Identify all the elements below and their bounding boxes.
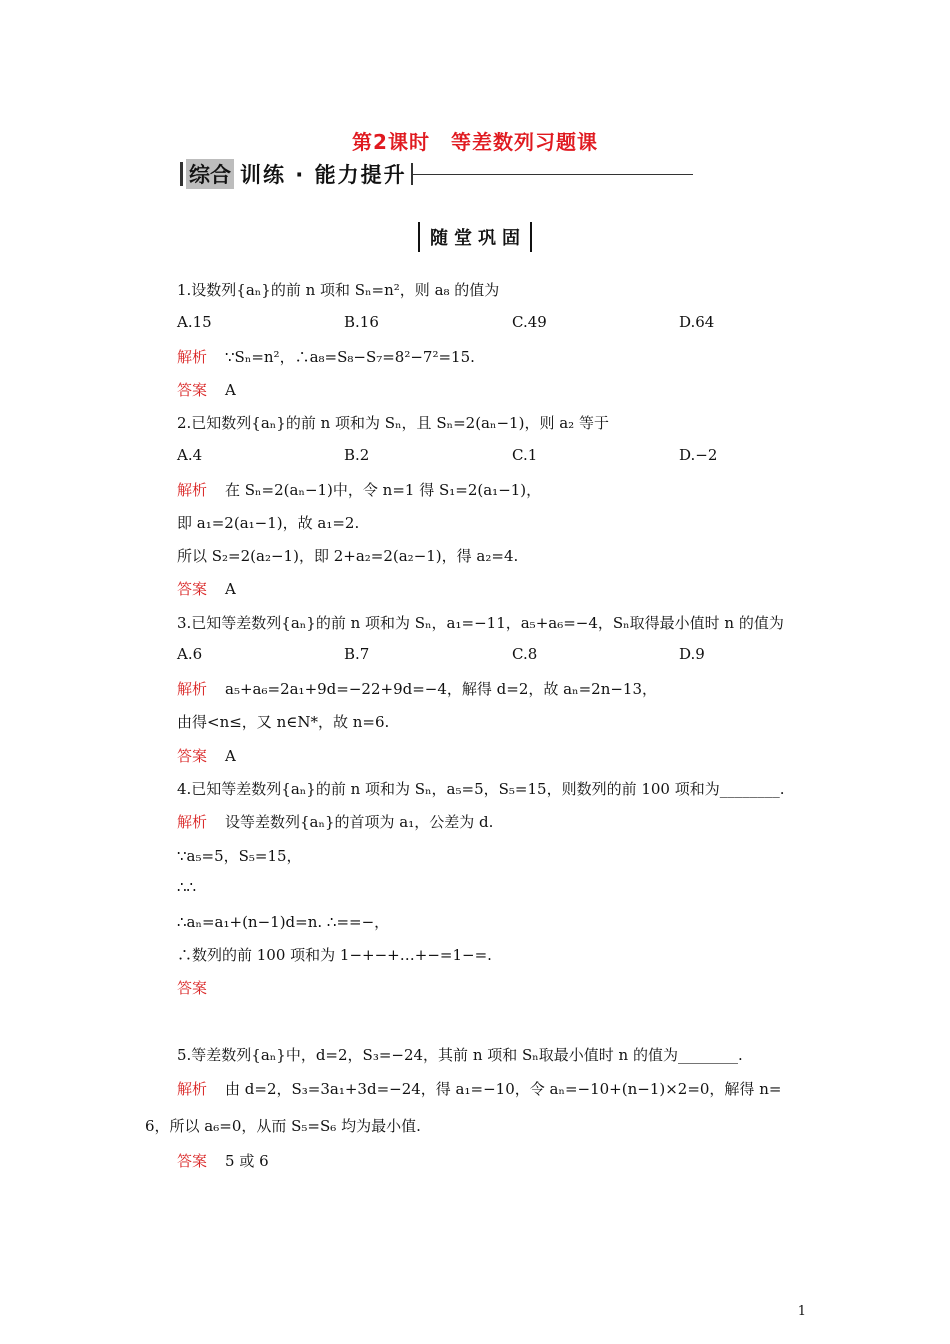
section-heading bbox=[0, 222, 950, 252]
question-2-choices bbox=[0, 446, 950, 466]
analysis-label: 解析 bbox=[177, 481, 208, 499]
question-2-stem: 2.已知数列{aₙ}的前 n 项和为 Sₙ，且 Sₙ=2(aₙ−1)，则 a₂ 等于 bbox=[177, 414, 609, 432]
choice-a: A.6 bbox=[177, 645, 203, 663]
answer-text: A bbox=[225, 381, 236, 399]
question-5-analysis bbox=[177, 1078, 781, 1099]
analysis-label: 解析 bbox=[177, 680, 208, 698]
question-3-answer bbox=[177, 745, 236, 766]
choice-c: C.49 bbox=[512, 313, 547, 331]
choice-d: D.64 bbox=[679, 313, 715, 331]
choice-c: C.8 bbox=[512, 645, 538, 663]
question-3-analysis-line-2: 由得<n≤，又 n∈N*，故 n=6. bbox=[177, 713, 390, 731]
question-2-analysis-line-3: 所以 S₂=2(a₂−1)，即 2+a₂=2(a₂−1)，得 a₂=4. bbox=[177, 547, 519, 565]
choice-d: D.−2 bbox=[679, 446, 718, 464]
choice-b: B.2 bbox=[344, 446, 370, 464]
choice-a: A.4 bbox=[177, 446, 203, 464]
page-title: 第2课时 等差数列习题课 bbox=[352, 130, 598, 154]
analysis-text: a₅+a₆=2a₁+9d=−22+9d=−4，解得 d=2，故 aₙ=2n−13， bbox=[225, 680, 658, 698]
question-5-analysis-line-2: 6，所以 a₆=0，从而 S₅=S₆ 均为最小值. bbox=[145, 1117, 421, 1135]
question-3-choices bbox=[0, 645, 950, 665]
question-4-analysis-line-4: ∴aₙ=a₁+(n−1)d=n. ∴==−， bbox=[177, 913, 390, 931]
analysis-label: 解析 bbox=[177, 1080, 208, 1098]
question-4-analysis-line-2: ∵a₅=5，S₅=15， bbox=[177, 847, 302, 865]
page-number: 1 bbox=[797, 1304, 806, 1319]
choice-d: D.9 bbox=[679, 645, 705, 663]
answer-label: 答案 bbox=[177, 979, 208, 997]
question-5-stem: 5.等差数列{aₙ}中，d=2，S₃=−24，其前 n 项和 Sₙ取最小值时 n 的值为________. bbox=[177, 1046, 743, 1064]
analysis-text: 由 d=2，S₃=3a₁+3d=−24，得 a₁=−10，令 aₙ=−10+(n−1)×2=0，解得 n= bbox=[225, 1080, 782, 1098]
question-4-answer bbox=[177, 977, 225, 998]
section-banner bbox=[180, 160, 693, 188]
question-1-stem: 1.设数列{aₙ}的前 n 项和 Sₙ=n²，则 a₈ 的值为 bbox=[177, 281, 500, 299]
analysis-label: 解析 bbox=[177, 813, 208, 831]
banner-boxed-text: 综合 bbox=[186, 159, 234, 189]
analysis-text: 设等差数列{aₙ}的首项为 a₁，公差为 d. bbox=[225, 813, 494, 831]
section-heading-text: 随堂巩固 bbox=[418, 222, 532, 252]
question-4-analysis-line-3: ∴∴ bbox=[177, 878, 197, 896]
answer-text: A bbox=[225, 580, 236, 598]
question-2-answer bbox=[177, 578, 236, 599]
choice-a: A.15 bbox=[177, 313, 212, 331]
choice-b: B.7 bbox=[344, 645, 370, 663]
question-3-stem: 3.已知等差数列{aₙ}的前 n 项和为 Sₙ，a₁=−11，a₅+a₆=−4，Sₙ取得最小值时 n 的值为 bbox=[177, 614, 784, 632]
answer-label: 答案 bbox=[177, 580, 208, 598]
answer-text: A bbox=[225, 747, 236, 765]
question-3-analysis bbox=[177, 678, 657, 699]
question-1-answer bbox=[177, 379, 236, 400]
choice-b: B.16 bbox=[344, 313, 379, 331]
question-2-analysis bbox=[177, 479, 541, 500]
question-4-stem: 4.已知等差数列{aₙ}的前 n 项和为 Sₙ，a₅=5，S₅=15，则数列的前 100 项和为________. bbox=[177, 780, 785, 798]
analysis-label: 解析 bbox=[177, 348, 208, 366]
analysis-text: ∵Sₙ=n²，∴a₈=S₈−S₇=8²−7²=15. bbox=[225, 348, 475, 366]
answer-label: 答案 bbox=[177, 1152, 208, 1170]
question-1-analysis bbox=[177, 346, 475, 367]
answer-label: 答案 bbox=[177, 381, 208, 399]
analysis-text: 在 Sₙ=2(aₙ−1)中，令 n=1 得 S₁=2(a₁−1)， bbox=[225, 481, 542, 499]
answer-label: 答案 bbox=[177, 747, 208, 765]
question-4-analysis bbox=[177, 811, 493, 832]
banner-rule bbox=[413, 174, 693, 175]
question-4-analysis-line-5: ∴数列的前 100 项和为 1−+−+…+−=1−=. bbox=[177, 946, 492, 964]
question-2-analysis-line-2: 即 a₁=2(a₁−1)，故 a₁=2. bbox=[177, 514, 360, 532]
question-1-choices bbox=[0, 313, 950, 333]
banner-bar bbox=[180, 162, 183, 186]
question-5-answer bbox=[177, 1150, 269, 1171]
choice-c: C.1 bbox=[512, 446, 538, 464]
banner-text: 训练 · 能力提升 bbox=[240, 163, 407, 187]
answer-text: 5 或 6 bbox=[225, 1152, 269, 1170]
